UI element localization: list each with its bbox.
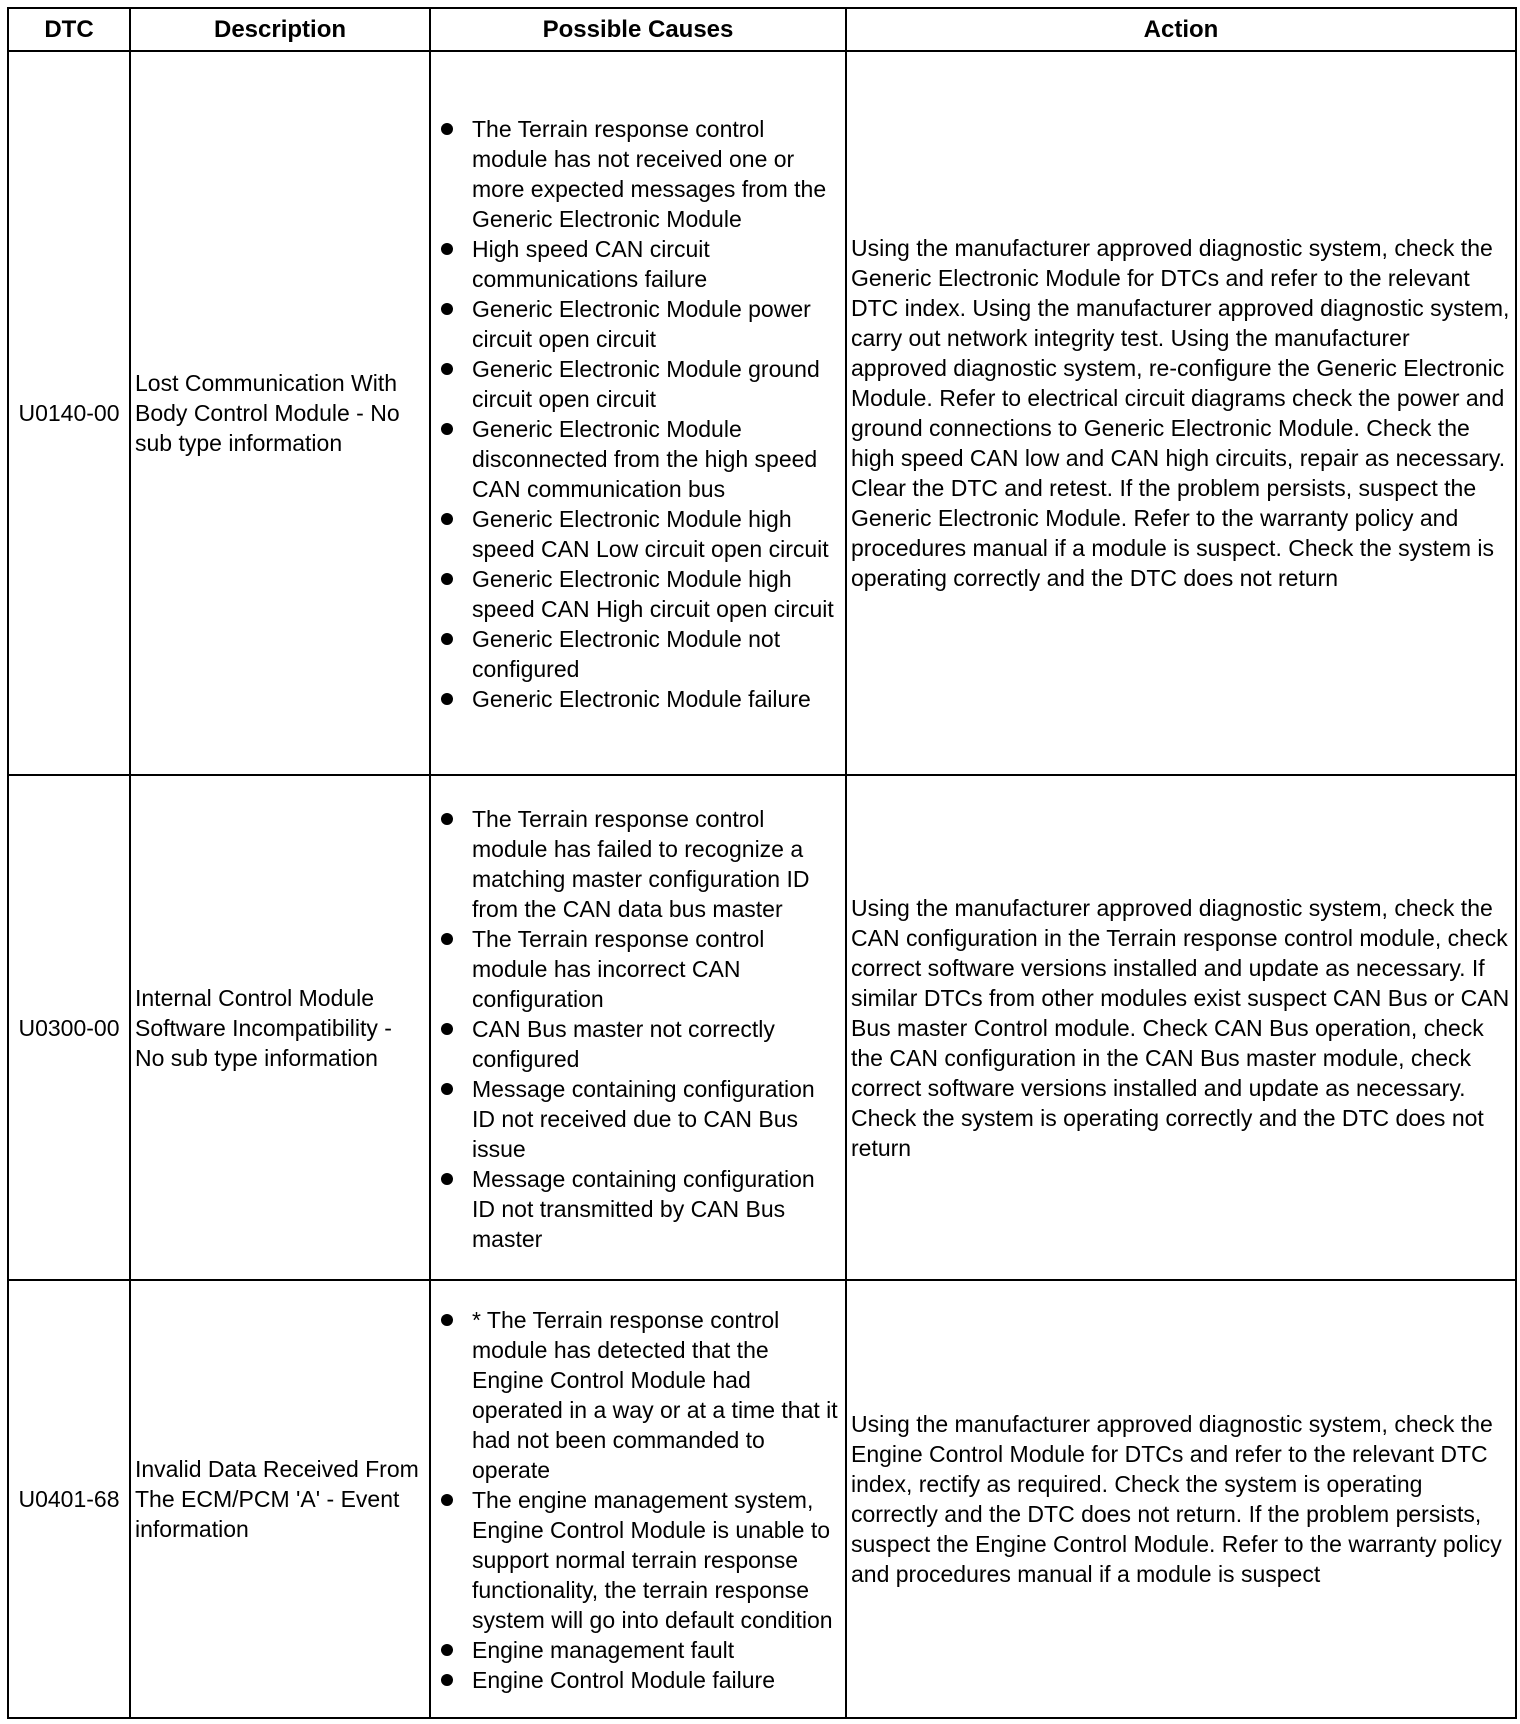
bullet-icon bbox=[441, 933, 453, 945]
dtc-action: Using the manufacturer approved diagnostic system, check the Generic Electronic Module for DTCs and refer to the relevant DTC index. Using the manufacturer approved diagnostic system, carry out network integrity test. Using the manufacturer approved diagnostic system, re-configure the Generic Electronic Module. Refer to electrical circuit diagrams check the power and ground connections to Generic Electronic Module. Check the high speed CAN low and CAN high circuits, repair as necessary. Clear the DTC and retest. If the problem persists, suspect the Generic Electronic Module. Refer to the warranty policy and procedures manual if a module is suspect. Check the system is operating correctly and the DTC does not return bbox=[846, 51, 1516, 775]
dtc-code: U0140-00 bbox=[8, 51, 130, 775]
dtc-table bbox=[7, 7, 1517, 1719]
bullet-icon bbox=[441, 813, 453, 825]
dtc-code: U0401-68 bbox=[8, 1280, 130, 1718]
cause-text: Generic Electronic Module failure bbox=[472, 686, 811, 712]
cause-list bbox=[435, 802, 841, 1254]
bullet-icon bbox=[441, 1023, 453, 1035]
bullet-icon bbox=[441, 1173, 453, 1185]
list-item bbox=[435, 564, 841, 624]
dtc-description: Internal Control Module Software Incompatibility - No sub type information bbox=[130, 775, 430, 1280]
bullet-icon bbox=[441, 363, 453, 375]
cause-text: Message containing configuration ID not received due to CAN Bus issue bbox=[472, 1075, 815, 1162]
list-item bbox=[435, 1305, 841, 1485]
cause-text: Engine management fault bbox=[472, 1637, 735, 1663]
list-item bbox=[435, 684, 841, 714]
cause-text: High speed CAN circuit communications failure bbox=[472, 236, 710, 292]
list-item bbox=[435, 414, 841, 504]
list-item bbox=[435, 804, 841, 924]
bullet-icon bbox=[441, 1314, 453, 1326]
possible-causes-cell bbox=[430, 1280, 846, 1718]
list-item bbox=[435, 1635, 841, 1665]
bullet-icon bbox=[441, 573, 453, 585]
list-item bbox=[435, 1485, 841, 1635]
possible-causes-cell bbox=[430, 775, 846, 1280]
list-item bbox=[435, 624, 841, 684]
list-item bbox=[435, 504, 841, 564]
bullet-icon bbox=[441, 1083, 453, 1095]
cause-text: The Terrain response control module has not received one or more expected messages from the Generic Electronic Module bbox=[472, 116, 827, 232]
cause-text: Engine Control Module failure bbox=[472, 1667, 776, 1693]
table-row bbox=[8, 775, 1516, 1280]
header-description: Description bbox=[130, 8, 430, 51]
dtc-document bbox=[7, 7, 1515, 1719]
list-item bbox=[435, 234, 841, 294]
cause-text: Generic Electronic Module ground circuit open circuit bbox=[472, 356, 820, 412]
bullet-icon bbox=[441, 693, 453, 705]
bullet-icon bbox=[441, 243, 453, 255]
list-item bbox=[435, 1014, 841, 1074]
list-item bbox=[435, 1665, 841, 1695]
cause-text: CAN Bus master not correctly configured bbox=[472, 1015, 775, 1072]
possible-causes-cell bbox=[430, 51, 846, 775]
bullet-icon bbox=[441, 633, 453, 645]
bullet-icon bbox=[441, 303, 453, 315]
bullet-icon bbox=[441, 423, 453, 435]
bullet-icon bbox=[441, 1644, 453, 1656]
dtc-description: Lost Communication With Body Control Module - No sub type information bbox=[130, 51, 430, 775]
bullet-icon bbox=[441, 1674, 453, 1686]
table-row bbox=[8, 1280, 1516, 1718]
cause-text: Generic Electronic Module high speed CAN Low circuit open circuit bbox=[472, 506, 829, 562]
bullet-icon bbox=[441, 123, 453, 135]
header-row bbox=[8, 8, 1516, 51]
cause-text: Message containing configuration ID not transmitted by CAN Bus master bbox=[472, 1165, 815, 1252]
table-row bbox=[8, 51, 1516, 775]
dtc-action: Using the manufacturer approved diagnostic system, check the Engine Control Module for DTCs and refer to the relevant DTC index, rectify as required. Check the system is operating correctly and the DTC does not return. If the problem persists, suspect the Engine Control Module. Refer to the warranty policy and procedures manual if a module is suspect bbox=[846, 1280, 1516, 1718]
dtc-action: Using the manufacturer approved diagnostic system, check the CAN configuration in the Terrain response control module, check correct software versions installed and update as necessary. If similar DTCs from other modules exist suspect CAN Bus or CAN Bus master Control module. Check CAN Bus operation, check the CAN configuration in the CAN Bus master module, check correct software versions installed and update as necessary. Check the system is operating correctly and the DTC does not return bbox=[846, 775, 1516, 1280]
list-item bbox=[435, 354, 841, 414]
dtc-description: Invalid Data Received From The ECM/PCM 'A' - Event information bbox=[130, 1280, 430, 1718]
cause-text: Generic Electronic Module disconnected from the high speed CAN communication bus bbox=[472, 416, 818, 502]
list-item bbox=[435, 294, 841, 354]
cause-text: The engine management system, Engine Control Module is unable to support normal terrain response functionality, the terrain response system will go into default condition bbox=[472, 1487, 833, 1633]
cause-text: Generic Electronic Module not configured bbox=[472, 626, 781, 682]
cause-text: * The Terrain response control module has detected that the Engine Control Module had operated in a way or at a time that it had not been commanded to operate bbox=[472, 1307, 838, 1483]
list-item bbox=[435, 1074, 841, 1164]
list-item bbox=[435, 114, 841, 234]
cause-text: Generic Electronic Module power circuit open circuit bbox=[472, 296, 811, 352]
cause-text: Generic Electronic Module high speed CAN High circuit open circuit bbox=[472, 566, 834, 622]
bullet-icon bbox=[441, 1494, 453, 1506]
header-possible-causes: Possible Causes bbox=[430, 8, 846, 51]
dtc-code: U0300-00 bbox=[8, 775, 130, 1280]
cause-list bbox=[435, 1303, 841, 1695]
list-item bbox=[435, 1164, 841, 1254]
header-dtc: DTC bbox=[8, 8, 130, 51]
cause-text: The Terrain response control module has incorrect CAN configuration bbox=[472, 925, 765, 1012]
bullet-icon bbox=[441, 513, 453, 525]
cause-text: The Terrain response control module has failed to recognize a matching master configuration ID from the CAN data bus master bbox=[472, 805, 810, 922]
list-item bbox=[435, 924, 841, 1014]
header-action: Action bbox=[846, 8, 1516, 51]
cause-list bbox=[435, 112, 841, 714]
